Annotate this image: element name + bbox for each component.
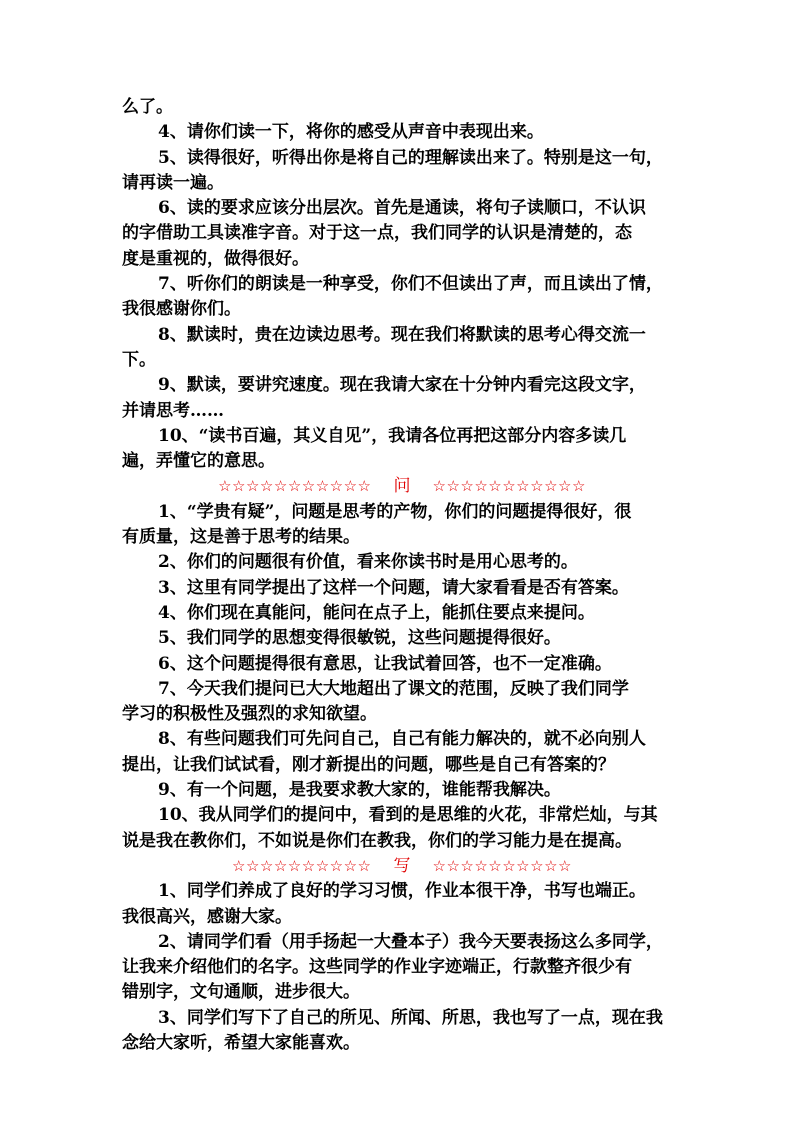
paragraph-line: 说是我在教你们，不如说是你们在教我，你们的学习能力是在提高。 bbox=[122, 830, 632, 851]
section-heading bbox=[122, 854, 682, 879]
star-decoration-left: ☆☆☆☆☆☆☆☆☆☆☆ bbox=[218, 477, 372, 496]
paragraph-line: 的字借助工具读准字音。对于这一点，我们同学的认识是清楚的，态 bbox=[122, 223, 632, 244]
paragraph-first-line: 10、“读书百遍，其义自见”，我请各位再把这部分内容多读几 bbox=[158, 425, 627, 446]
paragraph-first-line: 6、这个问题提得很有意思，让我试着回答，也不一定准确。 bbox=[158, 653, 612, 674]
paragraph-first-line: 5、我们同学的思想变得很敏锐，这些问题提得很好。 bbox=[158, 628, 561, 649]
paragraph-line: 学习的积极性及强烈的求知欲望。 bbox=[122, 704, 377, 725]
paragraph-line: 有质量，这是善于思考的结果。 bbox=[122, 527, 360, 548]
paragraph-first-line: 7、听你们的朗读是一种享受，你们不但读出了声，而且读出了情， bbox=[158, 274, 663, 295]
paragraph-line: 么了。 bbox=[122, 97, 173, 117]
star-decoration-left: ☆☆☆☆☆☆☆☆☆☆ bbox=[232, 856, 372, 875]
paragraph-line: 念给大家听，希望大家能喜欢。 bbox=[122, 1032, 360, 1053]
star-decoration-right: ☆☆☆☆☆☆☆☆☆☆☆ bbox=[432, 477, 586, 496]
document-body bbox=[122, 95, 682, 1056]
paragraph-first-line: 2、请同学们看（用手扬起一大叠本子）我今天要表扬这么多同学， bbox=[158, 931, 663, 952]
paragraph-first-line: 4、请你们读一下，将你的感受从声音中表现出来。 bbox=[158, 122, 544, 143]
paragraph-first-line: 6、读的要求应该分出层次。首先是通读，将句子读顺口，不认识 bbox=[158, 198, 646, 219]
paragraph-first-line: 4、你们现在真能问，能问在点子上，能抓住要点来提问。 bbox=[158, 602, 595, 623]
paragraph-first-line: 9、有一个问题，是我要求教大家的，谁能帮我解决。 bbox=[158, 780, 561, 801]
paragraph-line: 提出，让我们试试看，刚才新提出的问题，哪些是自己有答案的？ bbox=[122, 754, 615, 775]
paragraph-line: 并请思考…… bbox=[122, 400, 224, 421]
paragraph-line: 遍，弄懂它的意思。 bbox=[122, 451, 275, 472]
paragraph-line: 让我来介绍他们的名字。这些同学的作业字迹端正，行款整齐很少有 bbox=[122, 957, 632, 978]
section-title: 问 bbox=[393, 476, 411, 497]
paragraph-first-line: 7、今天我们提问已大大地超出了课文的范围，反映了我们同学 bbox=[158, 678, 629, 699]
paragraph-first-line: 3、这里有同学提出了这样一个问题，请大家看看是否有答案。 bbox=[158, 577, 629, 598]
paragraph-first-line: 1、“学贵有疑”，问题是思考的产物，你们的问题提得很好，很 bbox=[158, 501, 632, 522]
paragraph-first-line: 8、默读时，贵在边读边思考。现在我们将默读的思考心得交流一 bbox=[158, 324, 646, 345]
paragraph-first-line: 5、读得很好，听得出你是将自己的理解读出来了。特别是这一句， bbox=[158, 147, 663, 168]
paragraph-line: 我很感谢你们。 bbox=[122, 299, 241, 320]
paragraph-first-line: 1、同学们养成了良好的学习习惯，作业本很干净，书写也端正。 bbox=[158, 881, 646, 902]
paragraph-line: 下。 bbox=[122, 349, 156, 370]
paragraph-first-line: 9、默读，要讲究速度。现在我请大家在十分钟内看完这段文字， bbox=[158, 375, 646, 396]
paragraph-line: 度是重视的，做得很好。 bbox=[122, 248, 309, 269]
section-title: 写 bbox=[393, 855, 411, 876]
section-heading bbox=[122, 474, 682, 499]
paragraph-first-line: 10、我从同学们的提问中，看到的是思维的火花，非常烂灿，与其 bbox=[158, 805, 658, 826]
star-decoration-right: ☆☆☆☆☆☆☆☆☆☆ bbox=[432, 856, 572, 875]
paragraph-first-line: 3、同学们写下了自己的所见、所闻、所思，我也写了一点，现在我 bbox=[158, 1007, 663, 1028]
paragraph-first-line: 2、你们的问题很有价值，看来你读书时是用心思考的。 bbox=[158, 552, 578, 573]
paragraph-line: 请再读一遍。 bbox=[122, 172, 224, 193]
paragraph-line: 我很高兴，感谢大家。 bbox=[122, 906, 292, 927]
paragraph-first-line: 8、有些问题我们可先问自己，自己有能力解决的，就不必向别人 bbox=[158, 729, 646, 750]
paragraph-line: 错别字，文句通顺，进步很大。 bbox=[122, 982, 360, 1003]
